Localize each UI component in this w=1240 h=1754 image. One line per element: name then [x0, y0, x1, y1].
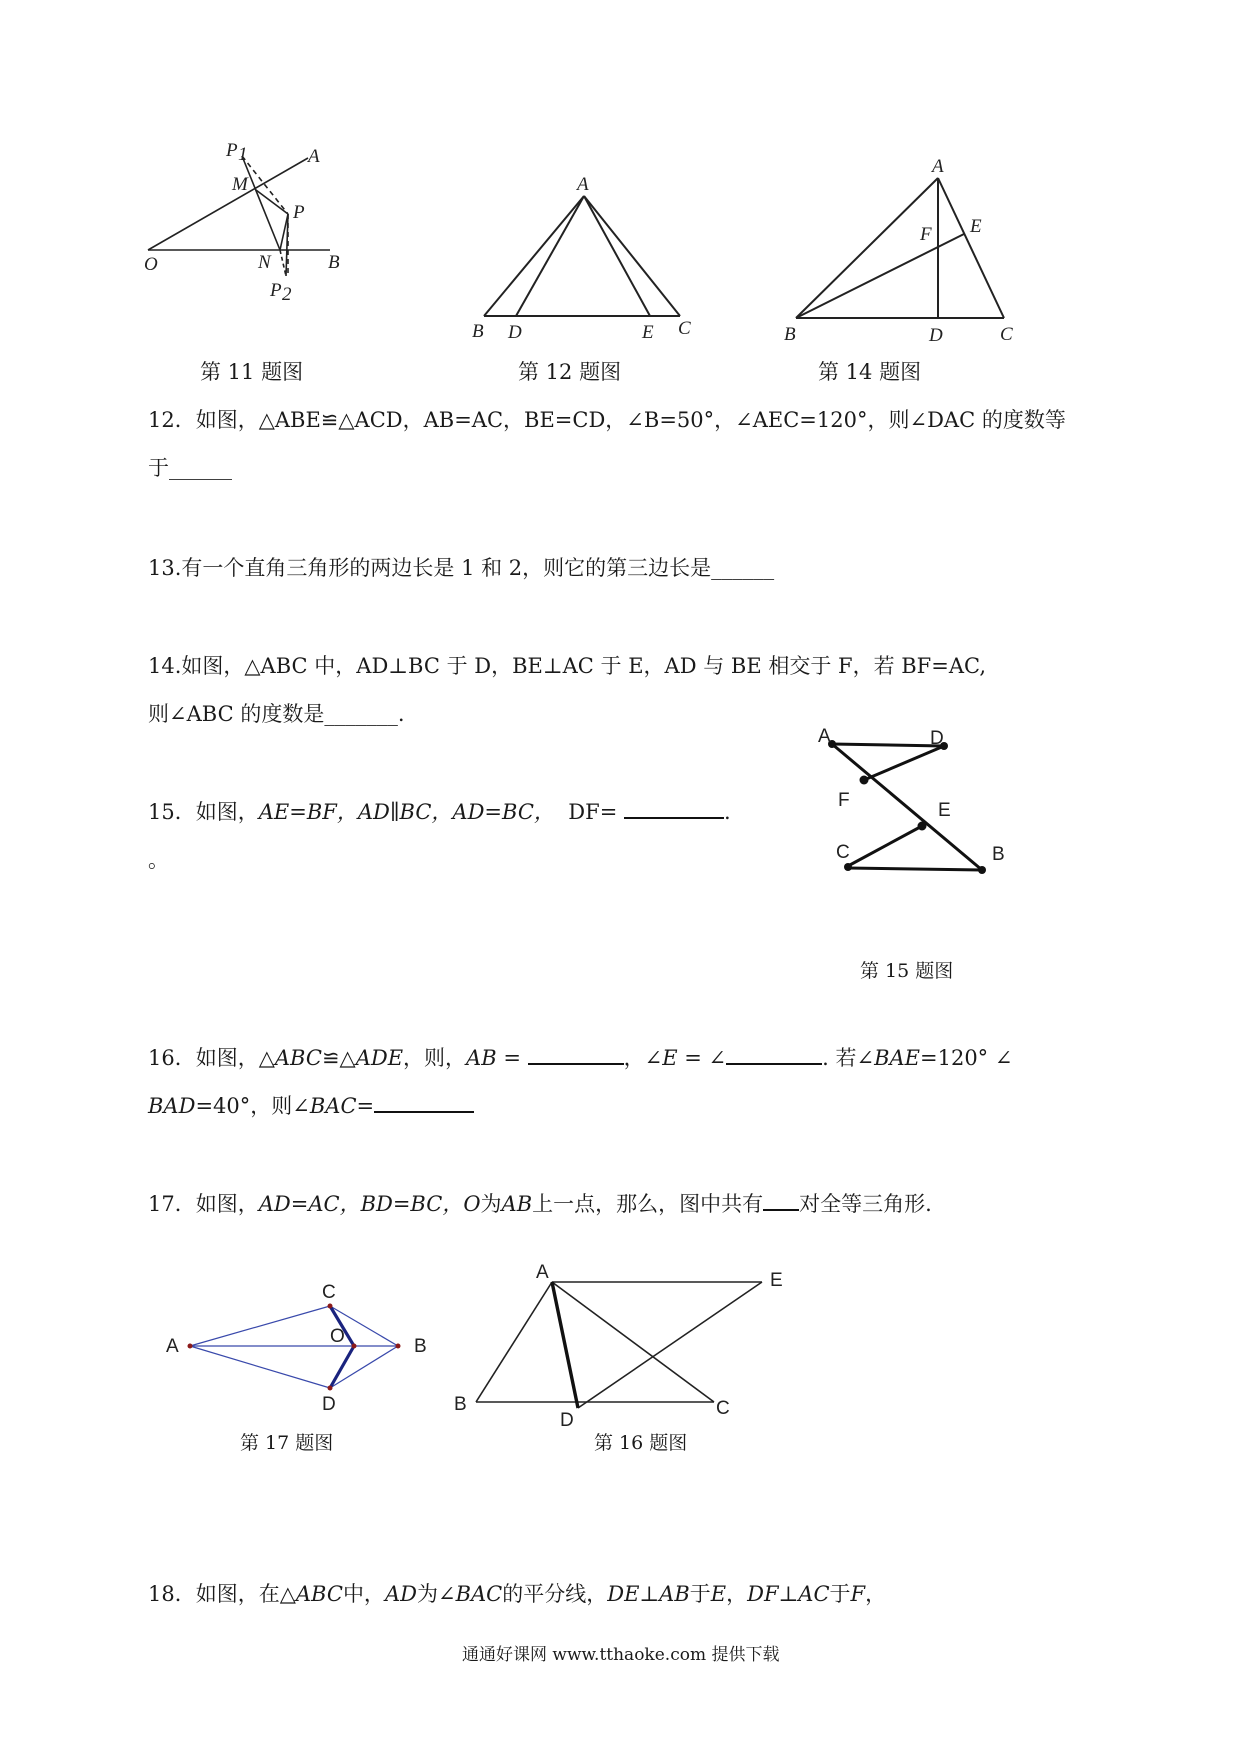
figure-12: [470, 160, 710, 350]
q18-f: F: [850, 1582, 866, 1606]
question-15: [148, 802, 731, 823]
question-13: 13.有一个直角三角形的两边长是 1 和 2，则它的第三边长是______: [148, 556, 775, 580]
question-18: [148, 1584, 886, 1605]
fig17-label-a: A: [166, 1336, 179, 1357]
q18-perp2: ⊥: [778, 1582, 799, 1606]
fig14-label-e: E: [970, 216, 982, 237]
q16-e: E: [662, 1046, 678, 1070]
caption-fig12: 第 12 题图: [518, 360, 622, 384]
fig12-label-a: A: [577, 174, 589, 195]
q16-cong: ≌△: [321, 1046, 356, 1070]
fig15-label-a: A: [818, 726, 831, 747]
q15-prefix: 15．如图，: [148, 800, 259, 824]
caption-fig11: 第 11 题图: [200, 360, 304, 384]
figure-12-diagram: [470, 160, 710, 350]
fig12-label-b: B: [472, 321, 484, 342]
q18-mid2: 为∠: [416, 1582, 456, 1606]
q18-de: DE: [607, 1582, 640, 1606]
page-footer: 通通好课网 www.tthaoke.com 提供下载: [462, 1645, 780, 1665]
q16-blank-bac[interactable]: [374, 1111, 474, 1113]
q18-comma: ，: [726, 1582, 748, 1606]
fig12-label-e: E: [642, 322, 654, 343]
fig11-label-p: P: [293, 202, 305, 223]
fig11-label-n: N: [258, 252, 271, 273]
q18-prefix: 18．如图，在△: [148, 1582, 296, 1606]
q15-df: DF=: [568, 800, 618, 824]
q15-end: .: [723, 800, 731, 824]
fig17-label-c: C: [322, 1282, 336, 1303]
question-17: [148, 1194, 932, 1215]
q17-end: 对全等三角形.: [799, 1192, 932, 1216]
q17-rest: 上一点，那么，图中共有: [532, 1192, 764, 1216]
q18-ab: AB: [659, 1582, 690, 1606]
q18-abc: ABC: [295, 1582, 343, 1606]
q15-circle: 。: [148, 848, 169, 872]
question-16-line2: [148, 1096, 474, 1117]
fig17-label-b: B: [414, 1336, 427, 1357]
q16-ab: AB: [466, 1046, 497, 1070]
q18-yu1: 于: [689, 1582, 711, 1606]
q16-eq: =: [496, 1046, 521, 1070]
q18-perp1: ⊥: [639, 1582, 660, 1606]
q16-bad-val: =40°，则∠: [195, 1094, 310, 1118]
figure-11: [140, 138, 400, 318]
question-16-line1: [148, 1048, 1012, 1069]
q15-answer-blank[interactable]: [624, 817, 724, 819]
fig17-label-d: D: [322, 1394, 336, 1415]
fig17-label-o: O: [330, 1326, 345, 1347]
figure-11-diagram: [140, 138, 400, 318]
q18-df: DF: [747, 1582, 779, 1606]
q16-bad: BAD: [148, 1094, 196, 1118]
fig14-label-a: A: [932, 156, 944, 177]
q16-prefix: 16．如图，△: [148, 1046, 275, 1070]
fig11-label-p1-sub: 1: [238, 144, 248, 165]
q18-ad: AD: [384, 1582, 417, 1606]
q17-mid: 为: [480, 1192, 502, 1216]
fig11-label-b: B: [328, 252, 340, 273]
q16-if: . 若∠: [822, 1046, 875, 1070]
q17-prefix: 17．如图，: [148, 1192, 259, 1216]
figure-14: [778, 150, 1038, 350]
question-12-line2: 于______: [148, 456, 232, 480]
fig12-label-c: C: [678, 318, 691, 339]
caption-fig16: 第 16 题图: [594, 1432, 688, 1454]
q15-conditions: AE=BF，AD∥BC，AD=BC，: [258, 800, 555, 824]
q16-bac: BAC: [309, 1094, 357, 1118]
q18-end: ，: [865, 1582, 887, 1606]
q16-blank-angle[interactable]: [726, 1063, 822, 1065]
fig15-label-f: F: [838, 790, 850, 811]
question-12-line1: 12．如图，△ABE≌△ACD，AB=AC，BE=CD，∠B=50°，∠AEC=120°，则∠DAC 的度数等: [148, 408, 1066, 432]
fig16-label-d: D: [560, 1410, 574, 1431]
fig15-label-c: C: [836, 842, 850, 863]
q18-ac: AC: [798, 1582, 830, 1606]
figure-17-diagram: [160, 1280, 440, 1420]
q16-comma: ，∠: [623, 1046, 663, 1070]
q16-blank-ab[interactable]: [528, 1063, 624, 1065]
q16-then: ，则，: [403, 1046, 467, 1070]
question-14-line2: 则∠ABC 的度数是_______.: [148, 702, 405, 726]
fig16-label-a: A: [536, 1262, 549, 1283]
figure-17: [160, 1280, 440, 1420]
q18-mid3: 的平分线，: [502, 1582, 608, 1606]
fig11-label-m: M: [232, 174, 248, 195]
fig16-label-e: E: [770, 1270, 783, 1291]
figure-15-diagram: [818, 722, 1018, 892]
q16-triangle1: ABC: [274, 1046, 322, 1070]
fig15-label-b: B: [992, 844, 1005, 865]
q16-bae-val: =120° ∠: [920, 1046, 1013, 1070]
fig11-label-p1: P: [226, 140, 238, 161]
q18-e: E: [710, 1582, 727, 1606]
fig14-label-b: B: [784, 324, 796, 345]
fig11-label-p2: P: [270, 280, 282, 301]
fig12-label-d: D: [508, 322, 522, 343]
fig15-label-e: E: [938, 800, 951, 821]
fig14-label-c: C: [1000, 324, 1013, 345]
q17-conditions: AD=AC，BD=BC，O: [258, 1192, 481, 1216]
q16-triangle2: ADE: [355, 1046, 404, 1070]
fig11-label-p2-sub: 2: [282, 284, 292, 305]
fig15-label-d: D: [930, 728, 944, 749]
figure-16: [448, 1262, 798, 1432]
fig14-label-f: F: [920, 224, 932, 245]
fig11-label-o: O: [144, 254, 158, 275]
fig11-label-a: A: [308, 146, 320, 167]
figure-14-diagram: [778, 150, 1038, 350]
question-14-line1: 14.如图，△ABC 中，AD⊥BC 于 D，BE⊥AC 于 E，AD 与 BE 相交于 F，若 BF=AC,: [148, 654, 986, 678]
caption-fig17: 第 17 题图: [240, 1432, 334, 1454]
fig16-label-b: B: [454, 1394, 467, 1415]
figure-15: [818, 722, 1018, 892]
figure-16-diagram: [448, 1262, 798, 1432]
q16-bae: BAE: [874, 1046, 920, 1070]
q16-eq2: = ∠: [677, 1046, 727, 1070]
q17-answer-blank[interactable]: [763, 1209, 799, 1211]
caption-fig15: 第 15 题图: [860, 960, 954, 982]
q18-mid1: 中，: [342, 1582, 385, 1606]
q18-yu2: 于: [829, 1582, 851, 1606]
fig16-label-c: C: [716, 1398, 730, 1419]
caption-fig14: 第 14 题图: [818, 360, 922, 384]
fig14-label-d: D: [929, 325, 943, 346]
q16-bac-eq: =: [356, 1094, 375, 1118]
q17-ab: AB: [501, 1192, 533, 1216]
q18-bac: BAC: [455, 1582, 503, 1606]
